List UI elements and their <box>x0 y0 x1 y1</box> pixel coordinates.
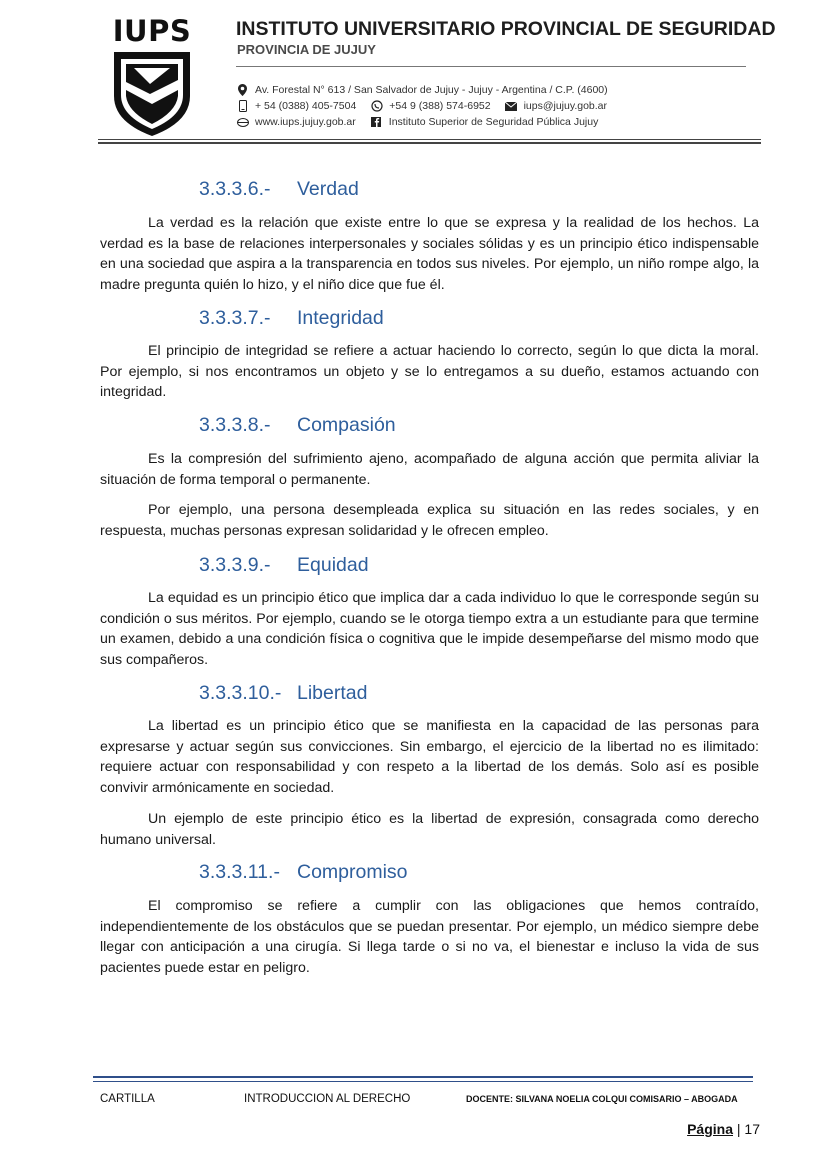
footer-left: CARTILLA <box>100 1093 155 1105</box>
heading-equidad <box>199 554 369 577</box>
heading-title: Integridad <box>297 307 384 329</box>
iups-logo <box>106 14 198 138</box>
paragraph: La libertad es un principio ético que se manifiesta en la capacidad de las personas para expresarse y actuar según sus convicciones. Sin embargo, el ejercicio de la libertad no es ilimitado: requiere actuar con responsabilidad y con respeto a la libertad de los demás. Solo así es posible convivir armónicamente en sociedad. <box>100 718 759 796</box>
paragraph: Es la compresión del sufrimiento ajeno, acompañado de alguna acción que permita aliviar la situación de forma temporal o permanente. <box>100 451 759 488</box>
page-label: Página <box>687 1121 733 1137</box>
header-divider <box>98 139 761 140</box>
location-pin-icon <box>236 84 249 96</box>
heading-number: 3.3.3.7.- <box>199 307 271 329</box>
institution-name: INSTITUTO UNIVERSITARIO PROVINCIAL DE SEGURIDAD <box>236 18 776 40</box>
phone-icon <box>236 100 249 112</box>
whatsapp-text: +54 9 (388) 574-6952 <box>389 100 491 112</box>
heading-number: 3.3.3.10.- <box>199 682 282 704</box>
footer-center: INTRODUCCION AL DERECHO <box>244 1093 411 1105</box>
paragraph: Por ejemplo, una persona desempleada explica su situación en las redes sociales, y en respuesta, muchas personas expresan solidaridad y le ofrecen empleo. <box>100 502 759 539</box>
heading-number: 3.3.3.9.- <box>199 554 271 576</box>
heading-integridad <box>199 307 384 330</box>
email-text[interactable]: iups@jujuy.gob.ar <box>523 100 608 112</box>
shield-emblem <box>112 50 192 138</box>
heading-compasion <box>199 414 396 437</box>
heading-compromiso <box>199 861 408 884</box>
footer-right: DOCENTE: SILVANA NOELIA COLQUI COMISARIO – ABOGADA <box>466 1094 738 1104</box>
heading-title: Equidad <box>297 554 369 576</box>
paragraph: La verdad es la relación que existe entre lo que se expresa y la realidad de los hechos. La verdad es la base de relaciones interpersonales y sociales sólidas y es un principio ético indispensable en una sociedad que aspira a la transparencia en todos sus niveles. Por ejemplo, un niño rompe algo, la madre pregunta quién lo hizo, y el niño dice que fue él. <box>100 215 759 293</box>
footer-divider <box>93 1081 753 1082</box>
phone-line <box>236 100 607 112</box>
paragraph: El principio de integridad se refiere a actuar haciendo lo correcto, según lo que dicta la moral. Por ejemplo, si nos encontramos un objeto y se lo entregamos a su dueño, estamos actuando con integridad. <box>100 343 759 400</box>
address-line <box>236 84 608 96</box>
province-name: PROVINCIA DE JUJUY <box>237 42 376 57</box>
facebook-icon <box>370 117 383 127</box>
email-icon <box>505 102 518 111</box>
paragraph: El compromiso se refiere a cumplir con las obligaciones que hemos contraído, independientemente de los obstáculos que se puedan presentar. Por ejemplo, un médico siempre debe llegar con anticipación a una cirugía. Si llega tarde o si no va, el bienestar e incluso la vida de sus pacientes puede estar en peligro. <box>100 898 759 976</box>
heading-number: 3.3.3.8.- <box>199 414 271 436</box>
address-text: Av. Forestal N° 613 / San Salvador de Jujuy - Jujuy - Argentina / C.P. (4600) <box>255 84 608 96</box>
header-divider-thick <box>98 142 761 144</box>
heading-title: Compasión <box>297 414 396 436</box>
page-separator: | <box>736 1121 741 1137</box>
paragraph: La equidad es un principio ético que implica dar a cada individuo lo que le corresponde según su condición o sus méritos. Por ejemplo, cuando se le otorga tiempo extra a un estudiante para que termine un examen, debido a una condición física o cognitiva que le impide desempeñarse del mismo modo que sus compañeros. <box>100 590 759 668</box>
facebook-text[interactable]: Instituto Superior de Seguridad Pública Jujuy <box>388 116 599 128</box>
whatsapp-icon <box>370 100 383 112</box>
website-text[interactable]: www.iups.jujuy.gob.ar <box>255 116 356 128</box>
globe-icon <box>236 118 249 127</box>
web-line <box>236 116 598 128</box>
heading-title: Verdad <box>297 178 359 200</box>
heading-title: Compromiso <box>297 861 408 883</box>
footer-divider-thick <box>93 1076 753 1078</box>
heading-title: Libertad <box>297 682 368 704</box>
heading-verdad <box>199 178 359 201</box>
page-number-value: 17 <box>744 1121 760 1137</box>
page-number <box>687 1121 760 1137</box>
header-rule <box>236 66 746 67</box>
paragraph: Un ejemplo de este principio ético es la libertad de expresión, consagrada como derecho humano universal. <box>100 811 759 848</box>
logo-text: IUPS <box>112 14 192 48</box>
heading-libertad <box>199 682 367 705</box>
phone-text: + 54 (0388) 405-7504 <box>255 100 357 112</box>
heading-number: 3.3.3.6.- <box>199 178 271 200</box>
heading-number: 3.3.3.11.- <box>199 861 280 883</box>
